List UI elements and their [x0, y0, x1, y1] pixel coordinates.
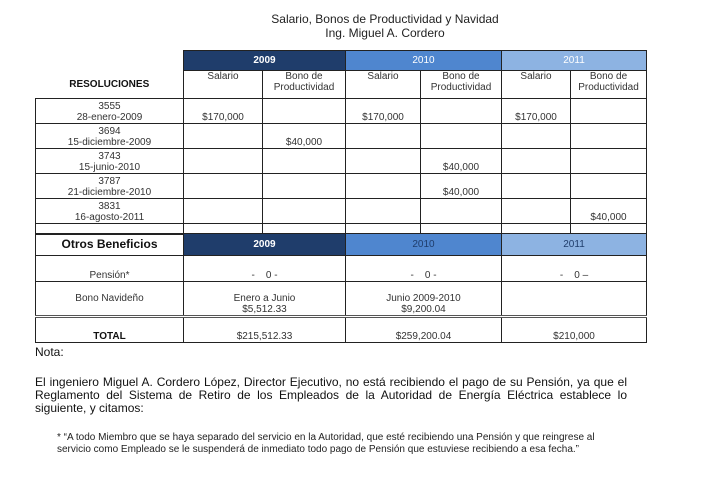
resolution-number: 3555 — [98, 101, 121, 112]
amount-cell — [502, 149, 571, 174]
amount-cell — [421, 99, 502, 124]
total-2010: $259,200.04 — [346, 317, 502, 343]
col-bono: Bono de Productividad — [571, 71, 647, 99]
document-title: Salario, Bonos de Productividad y Navidad — [271, 12, 499, 26]
total-row — [36, 317, 647, 343]
year-header-2010: 2010 — [346, 234, 502, 256]
year-header-2009: 2009 — [184, 51, 346, 71]
amount-cell — [263, 149, 346, 174]
navideno-2010-period: Junio 2009-2010 — [386, 293, 461, 304]
amount-cell: $40,000 — [421, 149, 502, 174]
resolution-cell — [36, 99, 184, 124]
year-header-2009: 2009 — [184, 234, 346, 256]
pension-label: Pensión* — [36, 256, 184, 282]
amount-cell — [421, 124, 502, 149]
col-bono: Bono de Productividad — [421, 71, 502, 99]
amount-cell — [184, 149, 263, 174]
pension-2009: - 0 - — [184, 256, 346, 282]
resoluciones-header: RESOLUCIONES — [69, 78, 150, 90]
document-subtitle: Ing. Miguel A. Cordero — [325, 26, 445, 40]
nota-label: Nota — [35, 345, 61, 359]
resolution-cell — [36, 149, 184, 174]
navideno-2010-amount: $9,200.04 — [401, 304, 446, 315]
resolution-row — [36, 199, 647, 224]
amount-cell — [263, 99, 346, 124]
resolution-date: 15-junio-2010 — [78, 162, 141, 173]
year-header-2011: 2011 — [502, 51, 647, 71]
amount-cell — [184, 174, 263, 199]
total-2011: $210,000 — [502, 317, 647, 343]
navideno-2009-amount: $5,512.33 — [242, 304, 287, 315]
col-salario: Salario — [346, 71, 421, 99]
year-header-2011: 2011 — [502, 234, 647, 256]
resolution-date: 16-agosto-2011 — [74, 212, 145, 223]
resolution-cell — [36, 199, 184, 224]
amount-cell — [346, 199, 421, 224]
amount-cell: $40,000 — [421, 174, 502, 199]
amount-cell — [571, 99, 647, 124]
pension-2011: - 0 – — [502, 256, 647, 282]
col-salario: Salario — [184, 71, 263, 99]
navideno-label: Bono Navideño — [36, 282, 184, 317]
amount-cell: $170,000 — [346, 99, 421, 124]
amount-cell — [263, 174, 346, 199]
amount-cell — [346, 174, 421, 199]
amount-cell — [421, 199, 502, 224]
resolution-row — [36, 174, 647, 199]
total-label: TOTAL — [36, 317, 184, 343]
year-header-2010: 2010 — [346, 51, 502, 71]
col-bono: Bono de Productividad — [263, 71, 346, 99]
resolution-row — [36, 99, 647, 124]
otros-beneficios-label: Otros Beneficios — [36, 234, 184, 256]
amount-cell — [184, 124, 263, 149]
amount-cell: $170,000 — [502, 99, 571, 124]
navideno-2009-period: Enero a Junio — [233, 293, 296, 304]
resolution-cell — [36, 124, 184, 149]
resolution-number: 3787 — [98, 176, 121, 187]
amount-cell — [502, 174, 571, 199]
amount-cell — [571, 124, 647, 149]
amount-cell — [346, 124, 421, 149]
nota-paragraph: El ingeniero Miguel A. Cordero López, Director Ejecutivo, no está recibiendo el pago de su Pensión, ya que el Reglamento del Sistema de Retiro de los Empleados de la Autoridad de Energía Eléctrica establece lo siguiente, y citamos: — [35, 375, 627, 415]
resolution-date: 21-diciembre-2010 — [67, 187, 152, 198]
resolution-row — [36, 124, 647, 149]
amount-cell — [502, 199, 571, 224]
resolution-cell — [36, 174, 184, 199]
amount-cell — [263, 199, 346, 224]
amount-cell — [502, 124, 571, 149]
amount-cell: $40,000 — [263, 124, 346, 149]
amount-cell — [571, 149, 647, 174]
pension-row — [36, 256, 647, 282]
salary-table — [35, 50, 647, 343]
amount-cell — [184, 199, 263, 224]
resolution-number: 3831 — [98, 201, 121, 212]
regulation-quote: * “A todo Miembro que se haya separado del servicio en la Autoridad, que esté recibiendo una Pensión y que reingrese al servicio como Empleado se le suspenderá de inmediato todo pago de Pensión que estuviese recibiendo a esa fecha.” — [57, 432, 595, 455]
amount-cell: $170,000 — [184, 99, 263, 124]
total-2009: $215,512.33 — [184, 317, 346, 343]
pension-2010: - 0 - — [346, 256, 502, 282]
resolution-number: 3743 — [98, 151, 121, 162]
resolution-number: 3694 — [98, 126, 121, 137]
resolution-row — [36, 149, 647, 174]
col-salario: Salario — [502, 71, 571, 99]
navideno-row — [36, 282, 647, 317]
resolution-date: 15-diciembre-2009 — [67, 137, 152, 148]
amount-cell — [571, 174, 647, 199]
amount-cell — [346, 149, 421, 174]
amount-cell: $40,000 — [571, 199, 647, 224]
resolution-date: 28-enero-2009 — [76, 112, 143, 123]
